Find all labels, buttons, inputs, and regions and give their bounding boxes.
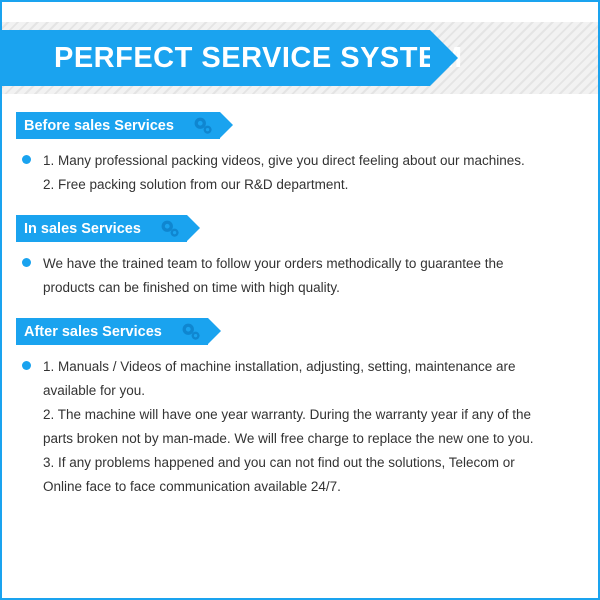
gear-icon [159, 218, 181, 240]
section-text [43, 355, 534, 499]
page-header [2, 22, 598, 94]
section-title: In sales Services [24, 220, 141, 237]
sections-container [2, 112, 598, 499]
section-body [16, 355, 584, 499]
text-line: 1. Many professional packing videos, give you direct feeling about our machines. [43, 153, 525, 168]
text-line: 2. Free packing solution from our R&D department. [43, 177, 349, 192]
text-line: 2. The machine will have one year warranty. During the warranty year if any of the [43, 407, 531, 422]
section-text [43, 149, 525, 197]
gear-icon [180, 321, 202, 343]
bullet-icon [22, 258, 31, 267]
text-line: parts broken not by man-made. We will free charge to replace the new one to you. [43, 431, 534, 446]
section-header [16, 112, 220, 139]
text-line: products can be finished on time with high quality. [43, 280, 340, 295]
bullet-icon [22, 361, 31, 370]
section-text [43, 252, 504, 300]
text-line: available for you. [43, 383, 146, 398]
gear-icon [192, 115, 214, 137]
section-in-sales [16, 215, 584, 300]
section-before-sales [16, 112, 584, 197]
text-line: 1. Manuals / Videos of machine installation, adjusting, setting, maintenance are [43, 359, 516, 374]
section-title: After sales Services [24, 323, 162, 340]
text-line: We have the trained team to follow your orders methodically to guarantee the [43, 256, 504, 271]
header-banner [2, 30, 463, 86]
section-title: Before sales Services [24, 117, 174, 134]
text-line: 3. If any problems happened and you can not find out the solutions, Telecom or [43, 455, 515, 470]
page-title: PERFECT SERVICE SYSTEM [54, 41, 463, 74]
text-line: Online face to face communication available 24/7. [43, 479, 341, 494]
section-body [16, 149, 584, 197]
section-after-sales [16, 318, 584, 499]
section-header [16, 215, 187, 242]
section-body [16, 252, 584, 300]
section-header [16, 318, 208, 345]
bullet-icon [22, 155, 31, 164]
